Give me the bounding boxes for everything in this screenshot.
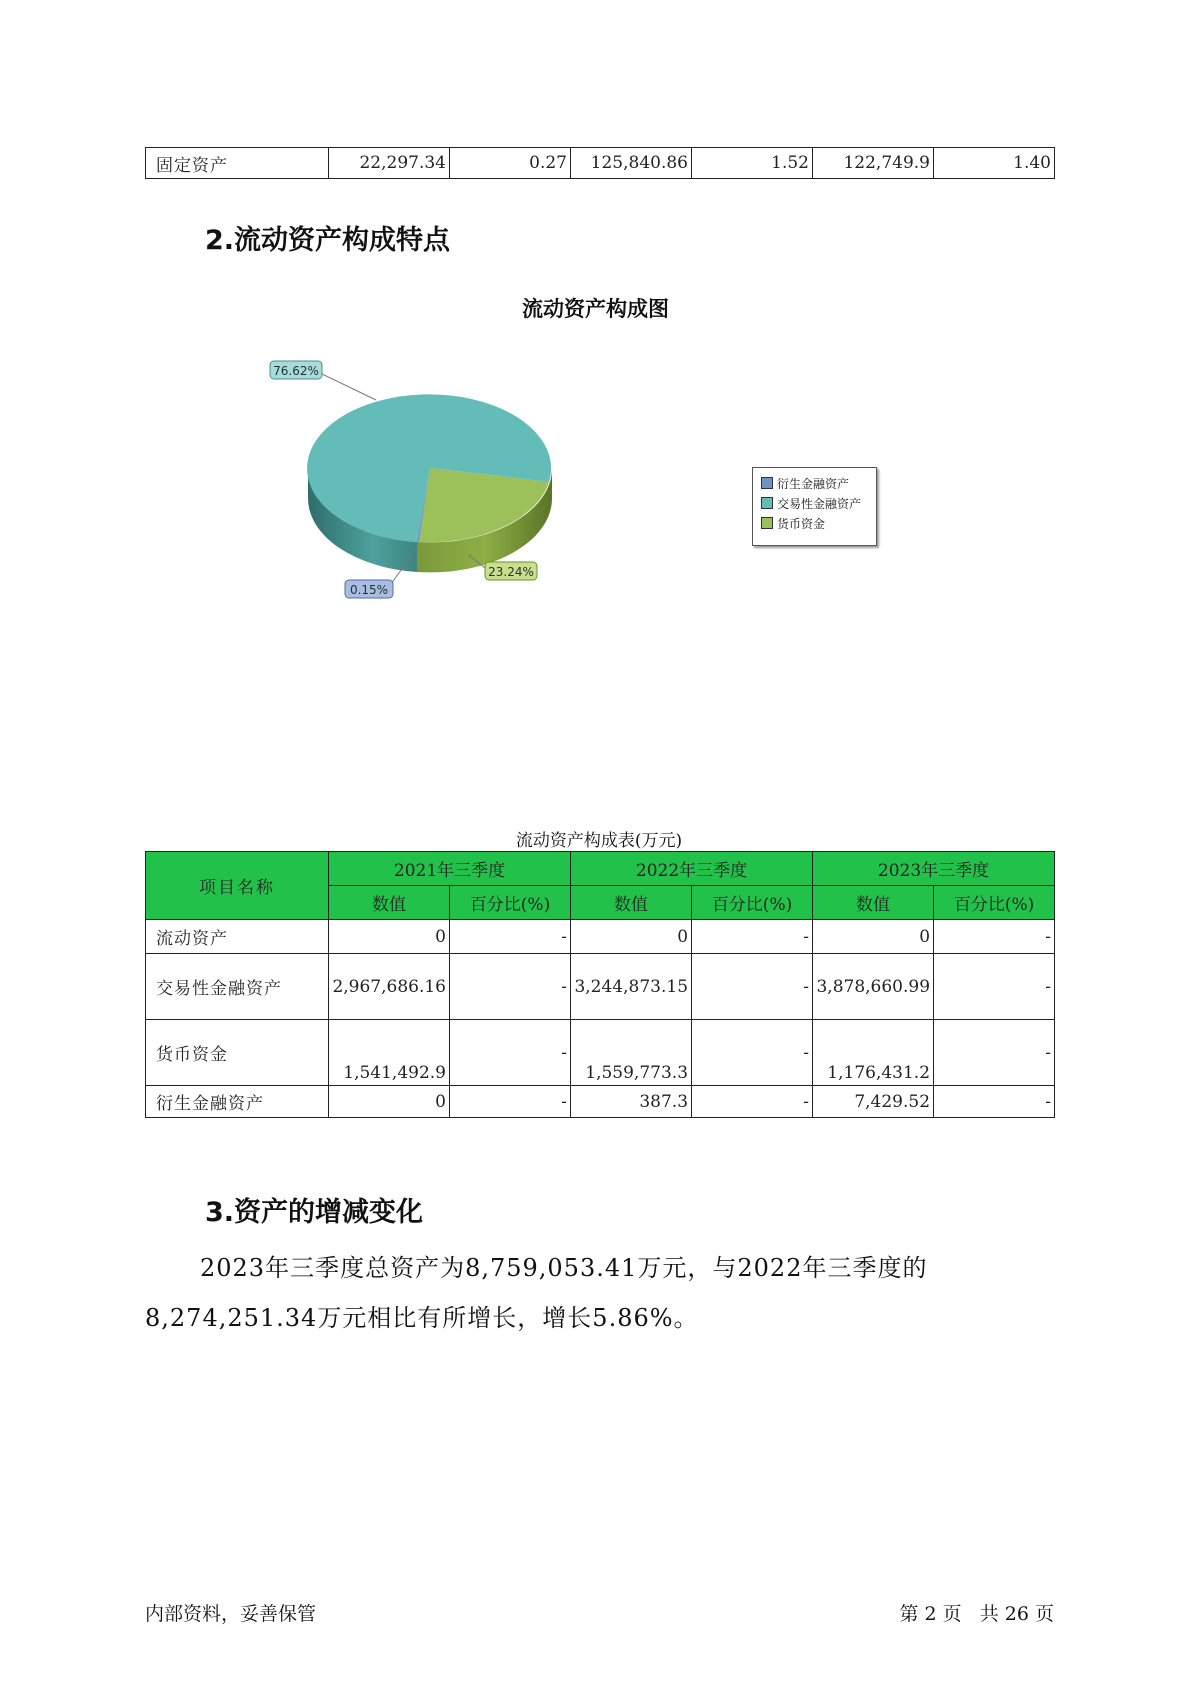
header-percent: 百分比(%) — [692, 886, 813, 920]
legend-swatch — [761, 497, 773, 509]
legend-label: 交易性金融资产 — [777, 497, 862, 511]
data-label-cash: 23.24% — [488, 565, 534, 579]
row-name: 衍生金融资产 — [146, 1086, 329, 1118]
header-period-2023: 2023年三季度 — [813, 852, 1055, 886]
row-name: 交易性金融资产 — [146, 954, 329, 1020]
header-value: 数值 — [571, 886, 692, 920]
cell-value: 2,967,686.16 — [329, 954, 450, 1020]
cell-value: 0 — [813, 920, 934, 954]
paragraph-line-1: 2023年三季度总资产为8,759,053.41万元，与2022年三季度的 — [200, 1254, 928, 1282]
cell-percent: 0.27 — [450, 148, 571, 179]
footer-confidential: 内部资料，妥善保管 — [145, 1603, 317, 1625]
table-row — [146, 920, 1055, 954]
cell-percent: - — [692, 954, 813, 1020]
cell-value: 125,840.86 — [571, 148, 692, 179]
legend-swatch — [761, 517, 773, 529]
cell-percent: - — [692, 1086, 813, 1118]
paragraph-line-2: 8,274,251.34万元相比有所增长，增长5.86%。 — [145, 1304, 699, 1332]
table-caption: 流动资产构成表(万元) — [515, 831, 683, 851]
legend-item — [753, 474, 876, 494]
cell-value: 1,176,431.2 — [813, 1020, 934, 1086]
data-label-trading: 76.62% — [273, 364, 319, 378]
section-2-heading: 2.流动资产构成特点 — [205, 225, 451, 256]
cell-percent: - — [934, 920, 1055, 954]
section-3-heading: 3.资产的增减变化 — [205, 1197, 424, 1228]
cell-percent: - — [450, 1020, 571, 1086]
legend-item — [753, 514, 876, 534]
cell-value: 0 — [329, 1086, 450, 1118]
cell-value: 22,297.34 — [329, 148, 450, 179]
header-item: 项目名称 — [146, 852, 329, 920]
header-period-2022: 2022年三季度 — [571, 852, 813, 886]
table-row — [146, 954, 1055, 1020]
table-row — [146, 1020, 1055, 1086]
cell-value: 122,749.9 — [813, 148, 934, 179]
current-assets-table — [145, 851, 1055, 1118]
chart-legend — [752, 467, 877, 546]
cell-percent: - — [450, 1086, 571, 1118]
cell-value: 0 — [571, 920, 692, 954]
cell-value: 3,244,873.15 — [571, 954, 692, 1020]
header-percent: 百分比(%) — [934, 886, 1055, 920]
cell-value: 387.3 — [571, 1086, 692, 1118]
cell-percent: - — [934, 1086, 1055, 1118]
cell-value: 3,878,660.99 — [813, 954, 934, 1020]
table-row — [146, 148, 1055, 179]
legend-label: 货币资金 — [777, 517, 826, 531]
cell-value: 1,559,773.3 — [571, 1020, 692, 1086]
cell-percent: 1.40 — [934, 148, 1055, 179]
leader-line — [320, 373, 376, 400]
legend-item — [753, 494, 876, 514]
table-row — [146, 1086, 1055, 1118]
pie-chart — [273, 360, 600, 620]
chart-title: 流动资产构成图 — [522, 296, 669, 321]
cell-percent: - — [450, 920, 571, 954]
row-name: 货币资金 — [146, 1020, 329, 1086]
cell-percent: - — [934, 954, 1055, 1020]
cell-percent: - — [450, 954, 571, 1020]
cell-percent: - — [692, 1020, 813, 1086]
cell-percent: - — [692, 920, 813, 954]
row-name: 固定资产 — [146, 148, 329, 179]
cell-value: 1,541,492.9 — [329, 1020, 450, 1086]
header-period-2021: 2021年三季度 — [329, 852, 571, 886]
fixed-assets-table — [145, 147, 1055, 179]
header-value: 数值 — [813, 886, 934, 920]
cell-value: 0 — [329, 920, 450, 954]
header-row — [146, 852, 1055, 886]
header-percent: 百分比(%) — [450, 886, 571, 920]
legend-swatch — [761, 477, 773, 489]
header-value: 数值 — [329, 886, 450, 920]
data-label-derivative: 0.15% — [349, 583, 389, 597]
cell-percent: 1.52 — [692, 148, 813, 179]
cell-value: 7,429.52 — [813, 1086, 934, 1118]
row-name: 流动资产 — [146, 920, 329, 954]
cell-percent: - — [934, 1020, 1055, 1086]
legend-label: 衍生金融资产 — [777, 477, 850, 491]
footer-page-number: 第 2 页 共 26 页 — [899, 1603, 1054, 1625]
